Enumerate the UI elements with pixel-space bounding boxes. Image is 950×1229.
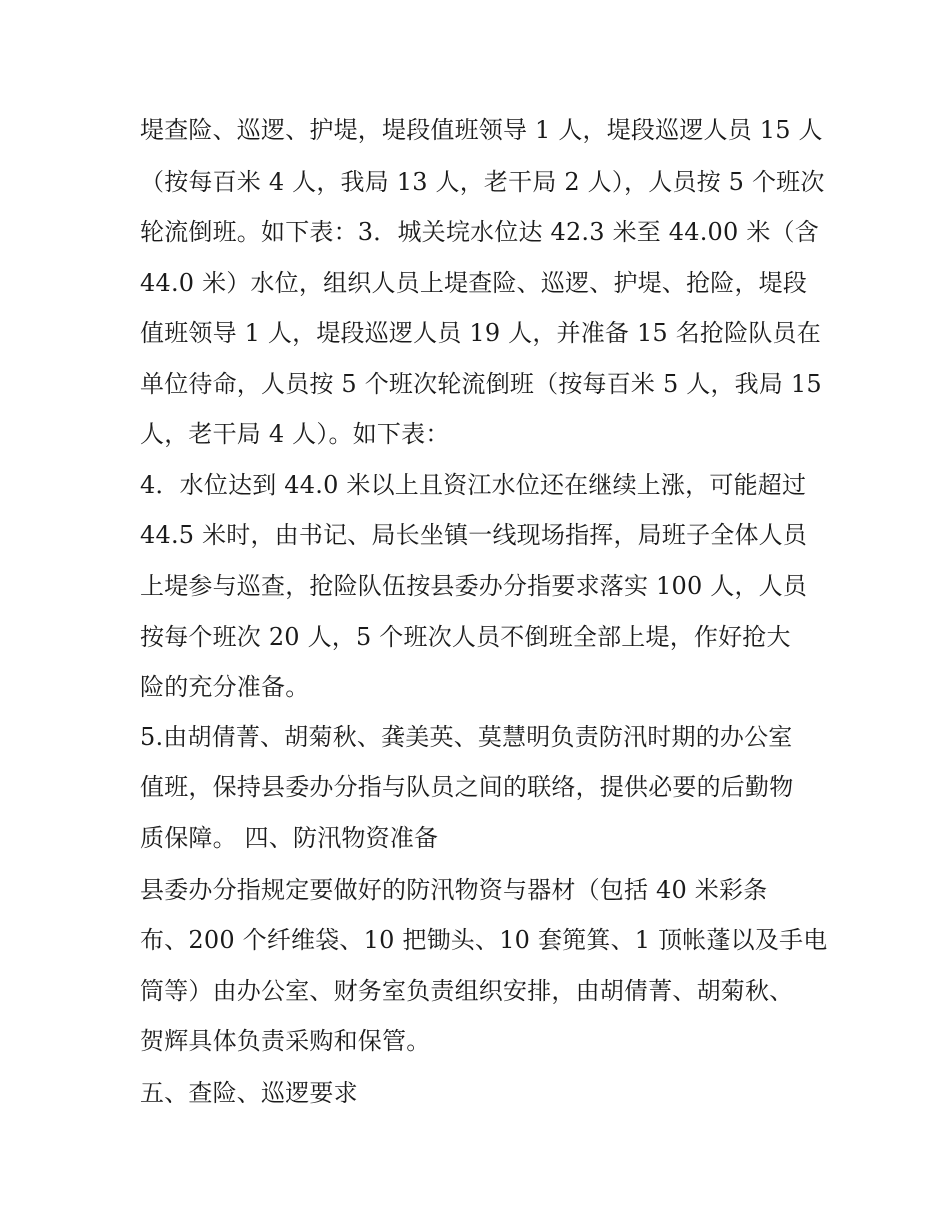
text-line: 值班，保持县委办分指与队员之间的联络，提供必要的后勤物 bbox=[140, 773, 794, 801]
text-line: 贺辉具体负责采购和保管。 bbox=[140, 1027, 431, 1055]
text-line: 上堤参与巡查，抢险队伍按县委办分指要求落实 100 人，人员 bbox=[140, 572, 808, 600]
text-line: 值班领导 1 人，堤段巡逻人员 19 人，并准备 15 名抢险队员在 bbox=[140, 319, 821, 347]
text-line: 布、200 个纤维袋、10 把锄头、10 套篼箕、1 顶帐蓬以及手电 bbox=[140, 926, 828, 954]
text-line: 县委办分指规定要做好的防汛物资与器材（包括 40 米彩条 bbox=[140, 876, 768, 904]
text-line: 44.0 米）水位，组织人员上堤查险、巡逻、护堤、抢险，堤段 bbox=[140, 269, 808, 297]
text-line: 44.5 米时，由书记、局长坐镇一线现场指挥，局班子全体人员 bbox=[140, 521, 808, 549]
text-line: 按每个班次 20 人，5 个班次人员不倒班全部上堤，作好抢大 bbox=[140, 623, 791, 651]
text-line: （按每百米 4 人，我局 13 人，老干局 2 人），人员按 5 个班次 bbox=[140, 168, 825, 196]
text-line: 筒等）由办公室、财务室负责组织安排，由胡倩菁、胡菊秋、 bbox=[140, 977, 794, 1005]
text-line: 险的充分准备。 bbox=[140, 673, 310, 701]
section-heading: 五、查险、巡逻要求 bbox=[140, 1079, 358, 1107]
text-line: 单位待命，人员按 5 个班次轮流倒班（按每百米 5 人，我局 15 bbox=[140, 370, 822, 398]
text-line: 5.由胡倩菁、胡菊秋、龚美英、莫慧明负责防汛时期的办公室 bbox=[140, 723, 793, 751]
text-line: 人，老干局 4 人）。如下表： bbox=[140, 420, 450, 448]
text-line: 质保障。 四、防汛物资准备 bbox=[140, 824, 439, 852]
text-line: 4．水位达到 44.0 米以上且资江水位还在继续上涨，可能超过 bbox=[140, 471, 807, 499]
text-line: 轮流倒班。如下表：3．城关垸水位达 42.3 米至 44.00 米（含 bbox=[140, 218, 819, 246]
text-line: 堤查险、巡逻、护堤，堤段值班领导 1 人，堤段巡逻人员 15 人 bbox=[140, 116, 823, 144]
